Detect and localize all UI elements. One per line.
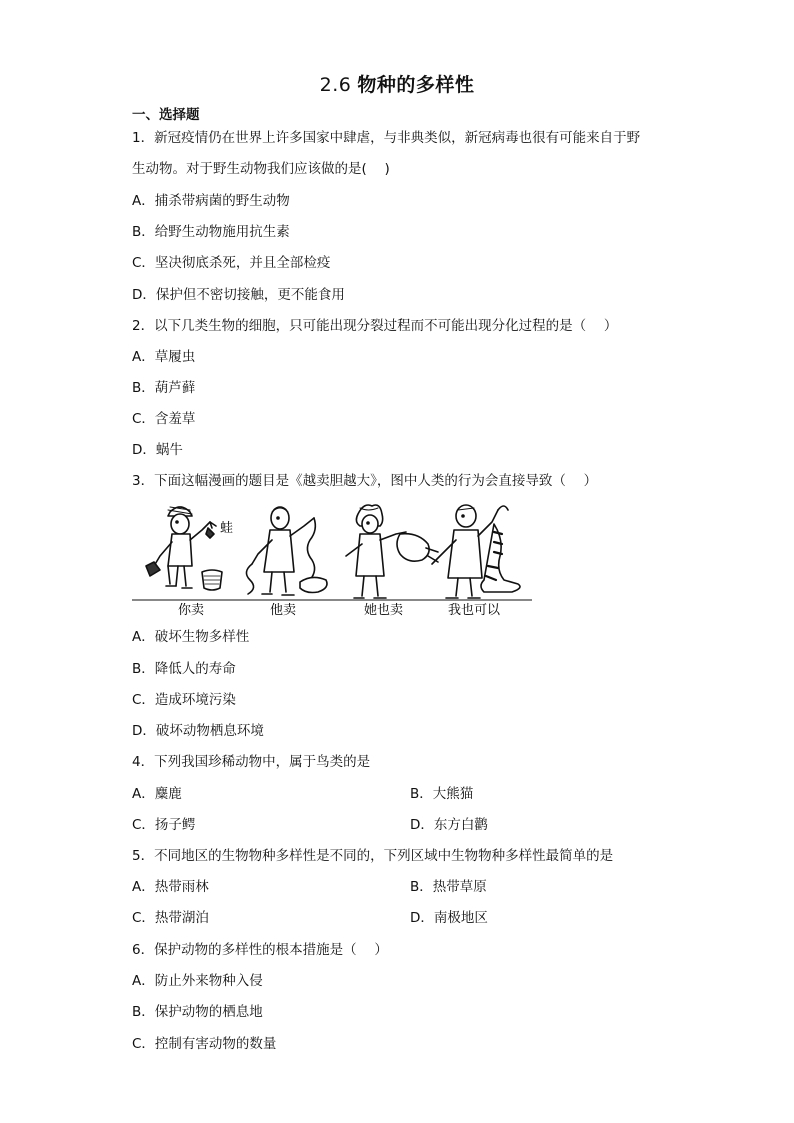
title-text: 物种的多样性 (357, 74, 475, 96)
question-2-option-c: C．含羞草 (132, 411, 196, 427)
question-4-option-b: B．大熊猫 (410, 786, 474, 802)
question-6-stem: 6．保护动物的多样性的根本措施是（ ） (132, 942, 388, 958)
comic-figure-3 (346, 505, 438, 598)
comic-figure-1 (146, 507, 222, 590)
question-5-stem: 5．不同地区的生物物种多样性是不同的，下列区域中生物物种多样性最简单的是 (132, 848, 614, 864)
question-4-stem: 4．下列我国珍稀动物中，属于鸟类的是 (132, 754, 371, 770)
question-4-option-a: A．麋鹿 (132, 786, 182, 802)
question-3-stem: 3．下面这幅漫画的题目是《越卖胆越大》，图中人类的行为会直接导致（ ） (132, 473, 598, 489)
question-4-option-d: D．东方白鹳 (410, 817, 488, 833)
comic-caption-3: 她也卖 (364, 603, 404, 618)
question-3-option-c: C．造成环境污染 (132, 692, 236, 708)
comic-caption-4: 我也可以 (448, 603, 501, 618)
question-2-option-a: A．草履虫 (132, 349, 196, 365)
question-3-option-a: A．破坏生物多样性 (132, 629, 250, 645)
title-number: 2.6 (319, 74, 352, 96)
question-1-option-d: D．保护但不密切接触，更不能食用 (132, 287, 345, 303)
question-1-option-a: A．捕杀带病菌的野生动物 (132, 193, 290, 209)
question-1-option-c: C．坚决彻底杀死，并且全部检疫 (132, 255, 331, 271)
question-5-option-d: D．南极地区 (410, 910, 488, 926)
comic-figure-2 (246, 507, 327, 595)
comic-caption-1: 你卖 (178, 603, 205, 618)
comic-figure-4 (432, 505, 520, 598)
question-3-option-d: D．破坏动物栖息环境 (132, 723, 264, 739)
question-5-option-b: B．热带草原 (410, 879, 487, 895)
comic-label-frog: 蛙 (220, 521, 234, 536)
section-heading: 一、选择题 (132, 107, 200, 123)
question-2-stem: 2．以下几类生物的细胞，只可能出现分裂过程而不可能出现分化过程的是（ ） (132, 318, 618, 334)
question-5-option-a: A．热带雨林 (132, 879, 209, 895)
question-5-option-c: C．热带湖泊 (132, 910, 209, 926)
question-6-option-b: B．保护动物的栖息地 (132, 1004, 263, 1020)
page-title (0, 70, 794, 97)
question-2-option-d: D．蜗牛 (132, 442, 183, 458)
question-6-option-c: C．控制有害动物的数量 (132, 1036, 277, 1052)
question-1-option-b: B．给野生动物施用抗生素 (132, 224, 290, 240)
question-2-option-b: B．葫芦藓 (132, 380, 196, 396)
comic-caption-2: 他卖 (270, 603, 297, 618)
question-4-option-c: C．扬子鳄 (132, 817, 196, 833)
question-1-stem-line-2: 生动物。对于野生动物我们应该做的是( ) (132, 161, 390, 177)
question-3-option-b: B．降低人的寿命 (132, 661, 236, 677)
question-6-option-a: A．防止外来物种入侵 (132, 973, 263, 989)
comic-illustration (132, 500, 532, 618)
question-1-stem-line-1: 1．新冠疫情仍在世界上许多国家中肆虐，与非典类似，新冠病毒也很有可能来自于野 (132, 130, 641, 146)
